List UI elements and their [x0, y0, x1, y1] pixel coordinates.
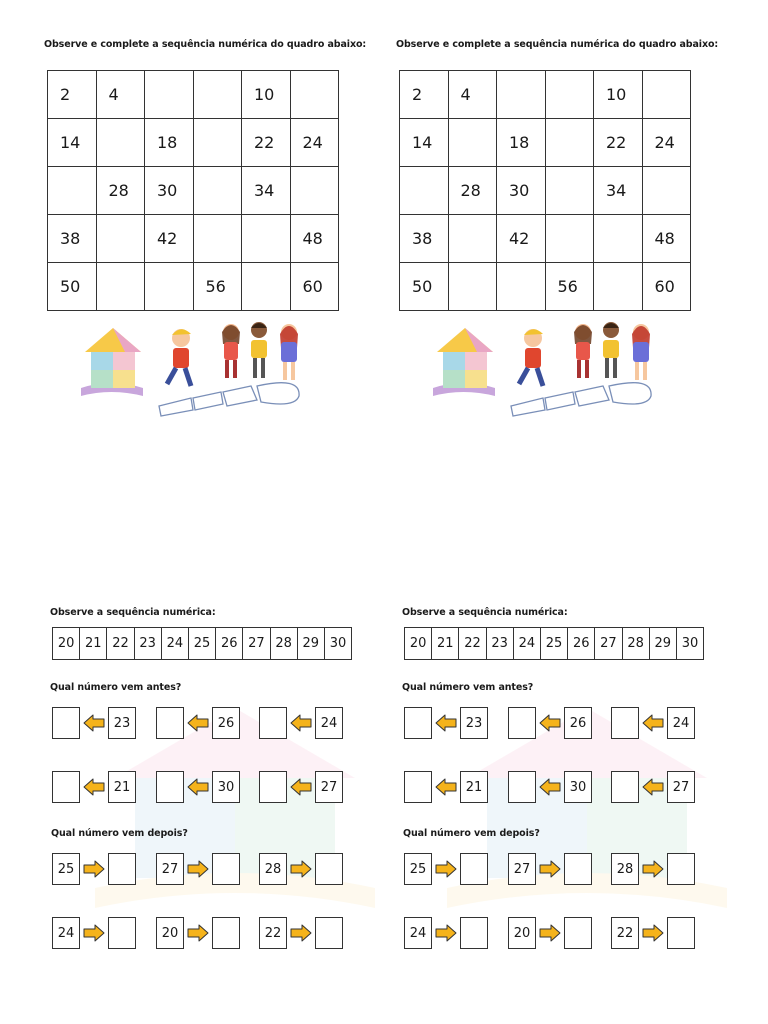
before-exercise [52, 707, 136, 739]
answer-box[interactable] [508, 771, 536, 803]
child-figure [280, 324, 298, 380]
number-grid [399, 70, 691, 311]
child-figure [222, 324, 240, 378]
right-arrow-icon [187, 860, 209, 878]
given-number-box: 27 [315, 771, 343, 803]
given-number-box: 25 [404, 853, 432, 885]
answer-box[interactable] [460, 917, 488, 949]
sequence-cell: 25 [540, 628, 567, 660]
grid-row [400, 215, 691, 263]
grid-row [400, 71, 691, 119]
grid-cell: 24 [290, 119, 339, 167]
after-exercise [508, 853, 592, 885]
given-number-box: 23 [108, 707, 136, 739]
grid-cell-blank[interactable] [594, 215, 643, 263]
child-figure [574, 324, 592, 378]
left-arrow-icon [642, 778, 664, 796]
grid-cell-blank[interactable] [400, 167, 449, 215]
sequence-cell: 25 [188, 628, 215, 660]
sequence-cell: 29 [649, 628, 676, 660]
sequence-cell: 26 [216, 628, 243, 660]
right-arrow-icon [83, 924, 105, 942]
answer-box[interactable] [52, 771, 80, 803]
answer-box[interactable] [508, 707, 536, 739]
grid-cell-blank[interactable] [242, 263, 291, 311]
answer-box[interactable] [611, 771, 639, 803]
before-exercise [508, 707, 592, 739]
sequence-strip [52, 627, 352, 660]
answer-box[interactable] [156, 771, 184, 803]
grid-cell: 14 [48, 119, 97, 167]
left-arrow-icon [435, 778, 457, 796]
after-exercise [404, 853, 488, 885]
right-arrow-icon [539, 924, 561, 942]
grid-row [400, 167, 691, 215]
grid-cell: 22 [242, 119, 291, 167]
after-exercise [156, 917, 240, 949]
grid-cell-blank[interactable] [448, 119, 497, 167]
grid-cell-blank[interactable] [497, 263, 546, 311]
grid-row [400, 119, 691, 167]
number-grid [47, 70, 339, 311]
given-number-box: 27 [667, 771, 695, 803]
grid-cell: 24 [642, 119, 691, 167]
given-number-box: 30 [564, 771, 592, 803]
before-exercise [156, 771, 240, 803]
sequence-cell: 23 [134, 628, 161, 660]
grid-cell: 28 [96, 167, 145, 215]
grid-title: Observe e complete a sequência numérica do quadro abaixo: [44, 39, 367, 50]
grid-cell: 10 [242, 71, 291, 119]
sequence-cell: 24 [513, 628, 540, 660]
grid-cell: 10 [594, 71, 643, 119]
grid-cell: 18 [497, 119, 546, 167]
left-arrow-icon [83, 714, 105, 732]
grid-cell: 2 [48, 71, 97, 119]
children-playing-illustration [433, 318, 673, 418]
after-title: Qual número vem depois? [51, 828, 188, 839]
right-arrow-icon [187, 924, 209, 942]
after-exercise [156, 853, 240, 885]
grid-cell: 56 [545, 263, 594, 311]
answer-box[interactable] [108, 853, 136, 885]
given-number-box: 26 [564, 707, 592, 739]
before-exercise [404, 707, 488, 739]
answer-box[interactable] [259, 707, 287, 739]
before-exercise [156, 707, 240, 739]
grid-cell: 2 [400, 71, 449, 119]
grid-cell: 50 [400, 263, 449, 311]
left-arrow-icon [642, 714, 664, 732]
after-title: Qual número vem depois? [403, 828, 540, 839]
given-number-box: 20 [508, 917, 536, 949]
left-arrow-icon [539, 778, 561, 796]
answer-box[interactable] [315, 917, 343, 949]
child-figure [167, 329, 191, 386]
sequence-cell: 27 [243, 628, 270, 660]
grid-cell-blank[interactable] [642, 167, 691, 215]
child-figure [632, 324, 650, 380]
answer-box[interactable] [259, 771, 287, 803]
before-exercise [611, 707, 695, 739]
grid-cell: 60 [642, 263, 691, 311]
grid-cell-blank[interactable] [96, 215, 145, 263]
right-arrow-icon [642, 924, 664, 942]
given-number-box: 28 [259, 853, 287, 885]
grid-cell: 38 [48, 215, 97, 263]
grid-cell-blank[interactable] [545, 167, 594, 215]
after-exercise [259, 917, 343, 949]
puzzle-house-icon [81, 328, 143, 396]
after-exercise [404, 917, 488, 949]
answer-box[interactable] [404, 707, 432, 739]
sequence-cell: 20 [53, 628, 80, 660]
after-exercise [611, 853, 695, 885]
grid-cell: 14 [400, 119, 449, 167]
left-arrow-icon [187, 714, 209, 732]
grid-cell: 34 [242, 167, 291, 215]
grid-cell: 30 [497, 167, 546, 215]
answer-box[interactable] [564, 853, 592, 885]
after-exercise [611, 917, 695, 949]
before-exercise [404, 771, 488, 803]
before-exercise [259, 771, 343, 803]
after-exercise [52, 917, 136, 949]
sequence-strip [404, 627, 704, 660]
answer-box[interactable] [212, 917, 240, 949]
grid-row [48, 71, 339, 119]
grid-cell-blank[interactable] [545, 215, 594, 263]
before-exercise [259, 707, 343, 739]
grid-cell-blank[interactable] [448, 263, 497, 311]
before-exercise [611, 771, 695, 803]
grid-cell-blank[interactable] [145, 71, 194, 119]
grid-cell: 4 [96, 71, 145, 119]
grid-cell: 4 [448, 71, 497, 119]
after-exercise [508, 917, 592, 949]
grid-cell: 22 [594, 119, 643, 167]
sequence-cell: 22 [107, 628, 134, 660]
grid-row [48, 167, 339, 215]
right-arrow-icon [290, 924, 312, 942]
sequence-cell: 30 [676, 628, 703, 660]
sequence-cell: 23 [486, 628, 513, 660]
grid-cell-blank[interactable] [594, 263, 643, 311]
grid-cell-blank[interactable] [290, 71, 339, 119]
given-number-box: 25 [52, 853, 80, 885]
answer-box[interactable] [315, 853, 343, 885]
grid-cell-blank[interactable] [96, 263, 145, 311]
sequence-row [405, 628, 704, 660]
grid-cell-blank[interactable] [48, 167, 97, 215]
answer-box[interactable] [52, 707, 80, 739]
grid-cell-blank[interactable] [545, 119, 594, 167]
sequence-cell: 21 [80, 628, 107, 660]
grid-cell-blank[interactable] [497, 71, 546, 119]
sequence-cell: 30 [324, 628, 351, 660]
given-number-box: 24 [315, 707, 343, 739]
answer-box[interactable] [460, 853, 488, 885]
sequence-cell: 28 [270, 628, 297, 660]
sequence-cell: 28 [622, 628, 649, 660]
grid-cell: 30 [145, 167, 194, 215]
left-arrow-icon [187, 778, 209, 796]
right-arrow-icon [290, 860, 312, 878]
grid-cell-blank[interactable] [545, 71, 594, 119]
given-number-box: 27 [508, 853, 536, 885]
grid-cell: 34 [594, 167, 643, 215]
grid-cell: 48 [290, 215, 339, 263]
grid-row [48, 215, 339, 263]
sequence-cell: 29 [297, 628, 324, 660]
answer-box[interactable] [108, 917, 136, 949]
answer-box[interactable] [212, 853, 240, 885]
given-number-box: 24 [404, 917, 432, 949]
hopscotch-icon [159, 383, 299, 416]
grid-cell-blank[interactable] [193, 71, 242, 119]
given-number-box: 30 [212, 771, 240, 803]
grid-cell: 48 [642, 215, 691, 263]
answer-box[interactable] [404, 771, 432, 803]
children-playing-illustration [81, 318, 321, 418]
given-number-box: 26 [212, 707, 240, 739]
right-arrow-icon [435, 924, 457, 942]
given-number-box: 24 [667, 707, 695, 739]
sequence-cell: 26 [568, 628, 595, 660]
child-figure [251, 322, 267, 378]
grid-row [48, 263, 339, 311]
before-title: Qual número vem antes? [402, 682, 534, 693]
given-number-box: 27 [156, 853, 184, 885]
given-number-box: 20 [156, 917, 184, 949]
sequence-row [53, 628, 352, 660]
grid-cell-blank[interactable] [448, 215, 497, 263]
right-arrow-icon [539, 860, 561, 878]
sequence-title: Observe a sequência numérica: [50, 607, 216, 618]
grid-cell: 28 [448, 167, 497, 215]
grid-cell: 42 [145, 215, 194, 263]
grid-title: Observe e complete a sequência numérica do quadro abaixo: [396, 39, 719, 50]
before-exercise [508, 771, 592, 803]
grid-cell-blank[interactable] [145, 263, 194, 311]
grid-cell-blank[interactable] [290, 167, 339, 215]
right-arrow-icon [435, 860, 457, 878]
grid-cell: 18 [145, 119, 194, 167]
left-arrow-icon [83, 778, 105, 796]
grid-cell-blank[interactable] [193, 167, 242, 215]
grid-row [48, 119, 339, 167]
answer-box[interactable] [564, 917, 592, 949]
grid-cell-blank[interactable] [96, 119, 145, 167]
given-number-box: 24 [52, 917, 80, 949]
grid-cell: 50 [48, 263, 97, 311]
given-number-box: 22 [611, 917, 639, 949]
left-arrow-icon [290, 714, 312, 732]
sequence-cell: 21 [432, 628, 459, 660]
right-arrow-icon [642, 860, 664, 878]
answer-box[interactable] [667, 853, 695, 885]
grid-cell: 42 [497, 215, 546, 263]
answer-box[interactable] [156, 707, 184, 739]
sequence-cell: 24 [161, 628, 188, 660]
given-number-box: 23 [460, 707, 488, 739]
grid-cell-blank[interactable] [642, 71, 691, 119]
grid-cell: 56 [193, 263, 242, 311]
sequence-cell: 20 [405, 628, 432, 660]
grid-cell-blank[interactable] [242, 215, 291, 263]
answer-box[interactable] [611, 707, 639, 739]
before-exercise [52, 771, 136, 803]
child-figure [603, 322, 619, 378]
given-number-box: 22 [259, 917, 287, 949]
given-number-box: 21 [460, 771, 488, 803]
grid-cell-blank[interactable] [193, 119, 242, 167]
hopscotch-icon [511, 383, 651, 416]
given-number-box: 21 [108, 771, 136, 803]
sequence-cell: 22 [459, 628, 486, 660]
puzzle-house-icon [433, 328, 495, 396]
grid-cell-blank[interactable] [193, 215, 242, 263]
sequence-title: Observe a sequência numérica: [402, 607, 568, 618]
left-arrow-icon [539, 714, 561, 732]
right-arrow-icon [83, 860, 105, 878]
answer-box[interactable] [667, 917, 695, 949]
grid-row [400, 263, 691, 311]
grid-cell: 38 [400, 215, 449, 263]
after-exercise [52, 853, 136, 885]
left-arrow-icon [435, 714, 457, 732]
given-number-box: 28 [611, 853, 639, 885]
child-figure [519, 329, 543, 386]
before-title: Qual número vem antes? [50, 682, 182, 693]
sequence-cell: 27 [595, 628, 622, 660]
grid-cell: 60 [290, 263, 339, 311]
after-exercise [259, 853, 343, 885]
left-arrow-icon [290, 778, 312, 796]
